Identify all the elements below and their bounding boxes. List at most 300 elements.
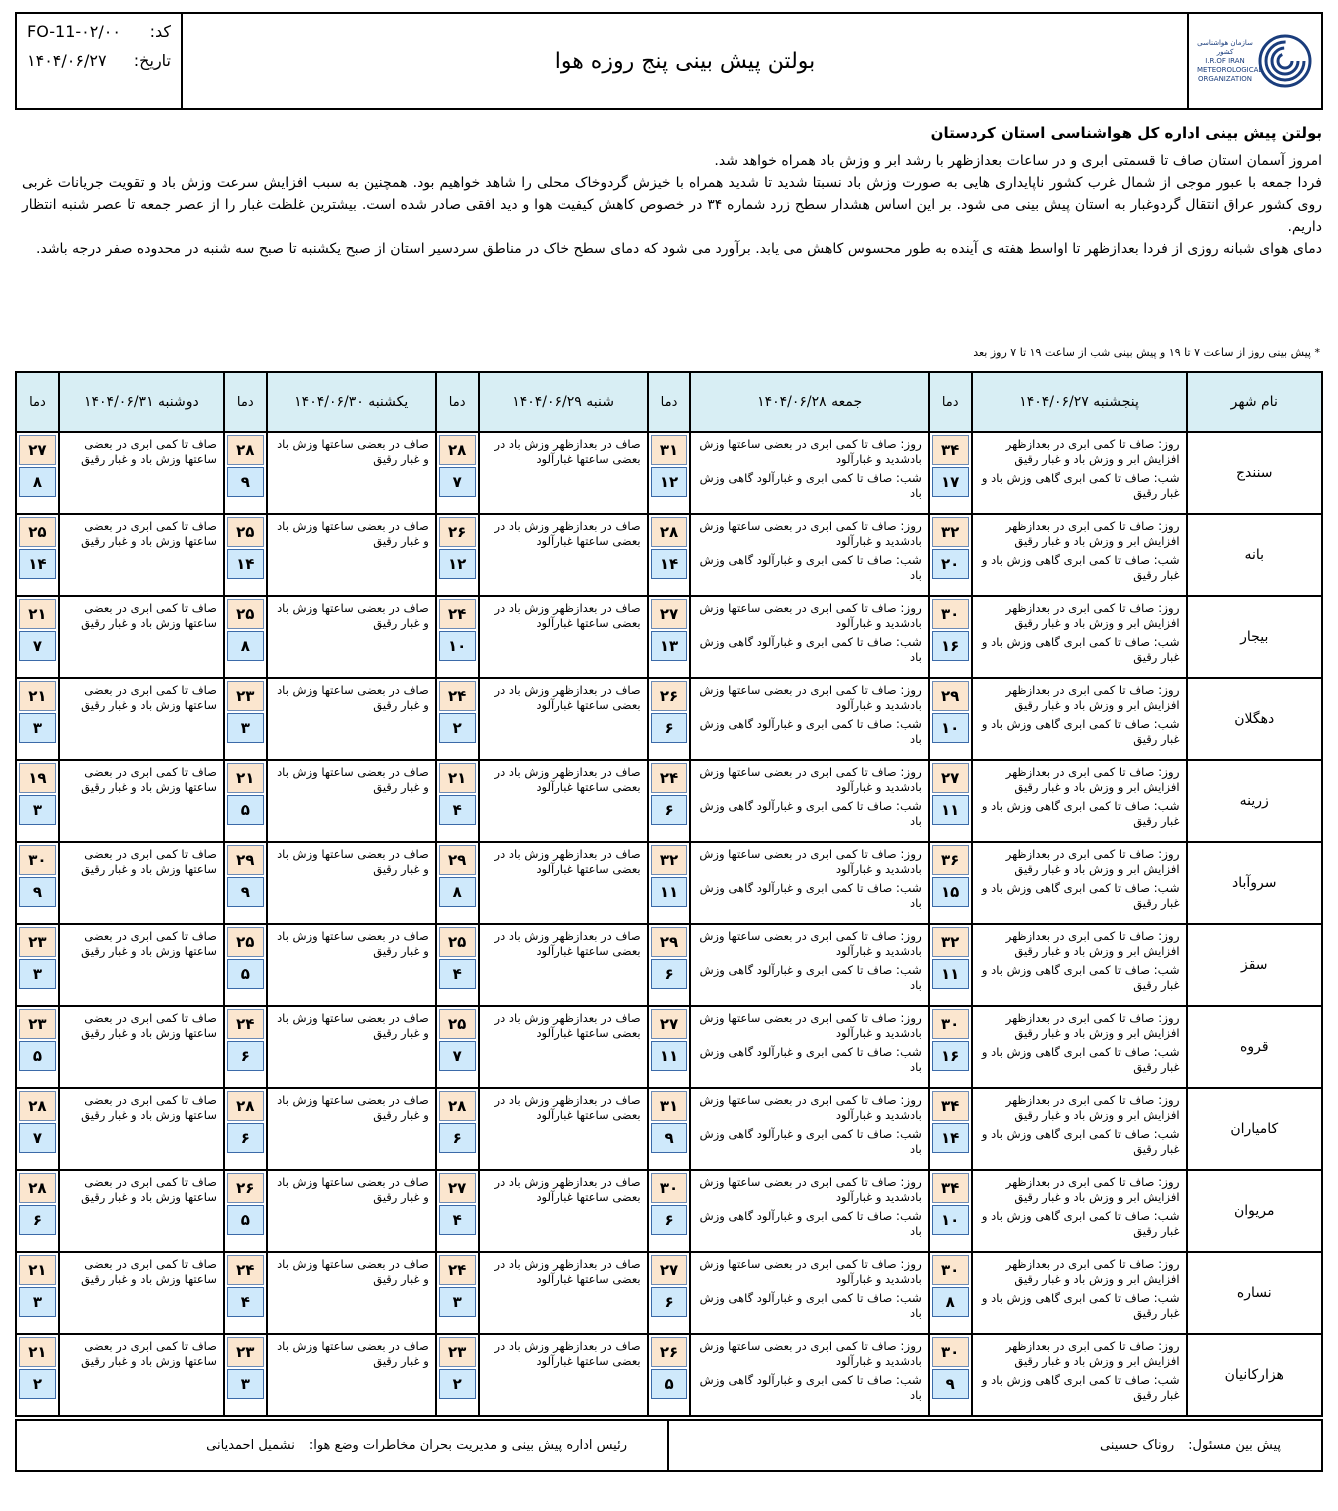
night-label: شب: (895, 1045, 922, 1059)
temp-cell (224, 678, 267, 760)
max-temp: ۲۶ (651, 1337, 688, 1367)
min-temp: ۱۱ (932, 795, 969, 825)
day-forecast-text: صاف تا کمی ابری در بعدازظهر افزایش ابر و وزش باد و غبار رقیق (1005, 1011, 1180, 1040)
table-row (16, 1334, 1322, 1416)
day-header-2: جمعه ۱۴۰۴/۰۶/۲۸ (690, 372, 928, 432)
max-temp: ۲۱ (19, 1255, 56, 1285)
min-temp: ۵ (227, 1205, 264, 1235)
city-name: سروآباد (1187, 842, 1322, 924)
day-label: روز: (1158, 1093, 1180, 1107)
night-forecast-text: صاف تا کمی ابری و غبارآلود گاهی وزش باد (699, 471, 922, 500)
forecast-cell (690, 432, 928, 514)
temp-cell (224, 514, 267, 596)
temp-cell (648, 1006, 691, 1088)
min-temp: ۹ (227, 467, 264, 497)
intro-heading: بولتن پیش بینی اداره کل هواشناسی استان کردستان (930, 124, 1322, 142)
day-forecast (979, 683, 1180, 713)
max-temp: ۲۱ (19, 1337, 56, 1367)
max-temp: ۱۹ (19, 763, 56, 793)
temp-cell (436, 1006, 479, 1088)
day-label: روز: (1158, 765, 1180, 779)
min-temp: ۵ (19, 1041, 56, 1071)
forecast-description (691, 1089, 927, 1165)
day-forecast-text: صاف تا کمی ابری در بعدازظهر افزایش ابر و وزش باد و غبار رقیق (1005, 765, 1180, 794)
night-forecast-text: صاف تا کمی ابری و غبارآلود گاهی وزش باد (699, 635, 922, 664)
day-label: روز: (900, 1175, 922, 1189)
code-label: کد: (149, 22, 171, 41)
min-temp: ۳ (19, 1287, 56, 1317)
day-forecast (697, 1093, 921, 1123)
forecast-description (691, 515, 927, 591)
max-temp: ۳۶ (932, 845, 969, 875)
night-forecast-text: صاف تا کمی ابری و غبارآلود گاهی وزش باد (699, 1045, 922, 1074)
table-row (16, 924, 1322, 1006)
max-temp: ۲۵ (227, 927, 264, 957)
temp-cell (16, 1334, 59, 1416)
forecast-description: صاف در بعضی ساعتها وزش باد و غبار رقیق (277, 929, 429, 958)
max-temp: ۲۷ (651, 1255, 688, 1285)
temp-cell (224, 1088, 267, 1170)
temp-header-3: دما (436, 372, 479, 432)
forecast-cell (267, 1088, 436, 1170)
night-forecast-text: صاف تا کمی ابری و غبارآلود گاهی وزش باد (699, 1209, 922, 1238)
night-forecast (979, 717, 1180, 747)
table-row (16, 1088, 1322, 1170)
city-header: نام شهر (1187, 372, 1322, 432)
forecast-description (691, 433, 927, 509)
min-temp: ۵ (227, 959, 264, 989)
forecast-description: صاف در بعضی ساعتها وزش باد و غبار رقیق (277, 519, 429, 548)
max-temp: ۲۸ (439, 435, 476, 465)
max-temp: ۲۴ (439, 599, 476, 629)
code-value: FO-11-۰۲/۰۰ (27, 22, 121, 41)
day-forecast (979, 847, 1180, 877)
temp-cell (648, 514, 691, 596)
night-forecast-text: صاف تا کمی ابری و غبارآلود گاهی وزش باد (699, 553, 922, 582)
max-temp: ۲۸ (227, 1091, 264, 1121)
min-temp: ۴ (439, 959, 476, 989)
night-label: شب: (895, 717, 922, 731)
logo-line4: ORGANIZATION (1197, 74, 1252, 83)
forecast-cell (267, 1334, 436, 1416)
min-temp: ۶ (19, 1205, 56, 1235)
night-forecast-text: صاف تا کمی ابری و غبارآلود گاهی وزش باد (699, 717, 922, 746)
code-date-box (17, 14, 183, 108)
day-header-5: دوشنبه ۱۴۰۴/۰۶/۳۱ (59, 372, 224, 432)
day-forecast-text: صاف تا کمی ابری در بعدازظهر افزایش ابر و وزش باد و غبار رقیق (1005, 1339, 1180, 1368)
forecast-cell (267, 678, 436, 760)
night-label: شب: (1153, 1291, 1180, 1305)
temp-cell (224, 1006, 267, 1088)
max-temp: ۲۴ (651, 763, 688, 793)
table-row (16, 1006, 1322, 1088)
forecast-cell (479, 760, 648, 842)
min-temp: ۸ (19, 467, 56, 497)
max-temp: ۲۵ (439, 1009, 476, 1039)
city-name: نساره (1187, 1252, 1322, 1334)
min-temp: ۴ (439, 1205, 476, 1235)
night-forecast-text: صاف تا کمی ابری و غبارآلود گاهی وزش باد (699, 799, 922, 828)
night-label: شب: (1153, 1373, 1180, 1387)
temp-cell (648, 760, 691, 842)
day-forecast (979, 929, 1180, 959)
min-temp: ۱۶ (932, 1041, 969, 1071)
day-forecast-text: صاف تا کمی ابری در بعضی ساعتها وزش بادشدید و غبارآلود (699, 1093, 922, 1122)
forecast-description (691, 1335, 927, 1411)
forecast-description: صاف تا کمی ابری در بعضی ساعتها وزش باد و غبار رقیق (81, 1257, 217, 1286)
forecast-table (15, 371, 1323, 1417)
max-temp: ۲۷ (439, 1173, 476, 1203)
day-forecast (697, 519, 921, 549)
night-forecast (979, 1127, 1180, 1157)
max-temp: ۲۸ (227, 435, 264, 465)
night-label: شب: (1153, 1045, 1180, 1059)
min-temp: ۱۳ (651, 631, 688, 661)
min-temp: ۱۱ (651, 1041, 688, 1071)
temp-cell (16, 678, 59, 760)
forecast-cell (690, 760, 928, 842)
night-forecast (979, 471, 1180, 501)
forecast-description (691, 843, 927, 919)
forecast-cell (479, 596, 648, 678)
forecast-description (691, 761, 927, 837)
forecast-description (973, 843, 1186, 919)
night-forecast (979, 963, 1180, 993)
temp-cell (929, 760, 972, 842)
night-forecast (979, 1045, 1180, 1075)
night-label: شب: (1153, 1127, 1180, 1141)
forecast-cell (59, 514, 224, 596)
temp-cell (648, 596, 691, 678)
forecast-cell (59, 924, 224, 1006)
table-row (16, 514, 1322, 596)
max-temp: ۲۵ (19, 517, 56, 547)
temp-cell (436, 596, 479, 678)
temp-cell (929, 596, 972, 678)
day-forecast-text: صاف تا کمی ابری در بعضی ساعتها وزش بادشدید و غبارآلود (699, 1257, 922, 1286)
forecast-description: صاف در بعدازظهر وزش باد در بعضی ساعتها غبارآلود (494, 847, 641, 876)
temp-header-1: دما (929, 372, 972, 432)
forecast-cell (690, 1170, 928, 1252)
temp-cell (224, 1334, 267, 1416)
temp-cell (224, 760, 267, 842)
night-forecast (979, 1291, 1180, 1321)
night-forecast-text: صاف تا کمی ابری گاهی وزش باد و غبار رقیق (981, 553, 1180, 582)
day-forecast-text: صاف تا کمی ابری در بعدازظهر افزایش ابر و وزش باد و غبار رقیق (1005, 1093, 1180, 1122)
forecast-description (973, 1171, 1186, 1247)
forecast-cell (267, 1252, 436, 1334)
max-temp: ۲۶ (439, 517, 476, 547)
min-temp: ۱۴ (651, 549, 688, 579)
city-name: کامیاران (1187, 1088, 1322, 1170)
logo-text (1197, 38, 1263, 84)
forecast-cell (690, 1006, 928, 1088)
night-label: شب: (1153, 1209, 1180, 1223)
night-forecast-text: صاف تا کمی ابری و غبارآلود گاهی وزش باد (699, 1127, 922, 1156)
day-forecast (697, 765, 921, 795)
max-temp: ۲۹ (439, 845, 476, 875)
forecast-description: صاف در بعدازظهر وزش باد در بعضی ساعتها غبارآلود (494, 437, 641, 466)
temp-cell (648, 678, 691, 760)
day-label: روز: (1158, 519, 1180, 533)
temp-cell (929, 1006, 972, 1088)
forecast-time-note: * پیش بینی روز از ساعت ۷ تا ۱۹ و پیش بینی شب از ساعت ۱۹ تا ۷ روز بعد (973, 346, 1320, 359)
table-row (16, 842, 1322, 924)
forecast-cell (59, 760, 224, 842)
day-label: روز: (900, 437, 922, 451)
day-forecast (697, 601, 921, 631)
night-forecast-text: صاف تا کمی ابری و غبارآلود گاهی وزش باد (699, 963, 922, 992)
forecast-description: صاف تا کمی ابری در بعضی ساعتها وزش باد و غبار رقیق (81, 437, 217, 466)
max-temp: ۲۳ (227, 1337, 264, 1367)
min-temp: ۱۱ (932, 959, 969, 989)
temp-cell (648, 1088, 691, 1170)
temp-cell (16, 760, 59, 842)
temp-cell (648, 1252, 691, 1334)
forecast-description: صاف در بعدازظهر وزش باد در بعضی ساعتها غبارآلود (494, 765, 641, 794)
forecaster-box (669, 1421, 1321, 1470)
max-temp: ۳۲ (932, 517, 969, 547)
forecast-description: صاف تا کمی ابری در بعضی ساعتها وزش باد و غبار رقیق (81, 683, 217, 712)
night-forecast-text: صاف تا کمی ابری گاهی وزش باد و غبار رقیق (981, 1127, 1180, 1156)
min-temp: ۶ (227, 1041, 264, 1071)
forecast-cell (690, 514, 928, 596)
max-temp: ۲۵ (227, 517, 264, 547)
temp-cell (16, 1006, 59, 1088)
temp-cell (929, 432, 972, 514)
day-label: روز: (900, 1339, 922, 1353)
night-label: شب: (1153, 799, 1180, 813)
night-label: شب: (895, 471, 922, 485)
forecast-description (973, 1007, 1186, 1083)
night-forecast-text: صاف تا کمی ابری و غبارآلود گاهی وزش باد (699, 1291, 922, 1320)
night-forecast (697, 1291, 921, 1321)
day-label: روز: (1158, 1011, 1180, 1025)
temp-cell (436, 1334, 479, 1416)
min-temp: ۵ (227, 795, 264, 825)
forecast-description: صاف در بعضی ساعتها وزش باد و غبار رقیق (277, 765, 429, 794)
min-temp: ۱۷ (932, 467, 969, 497)
min-temp: ۱۴ (227, 549, 264, 579)
day-forecast-text: صاف تا کمی ابری در بعضی ساعتها وزش بادشدید و غبارآلود (699, 683, 922, 712)
min-temp: ۶ (651, 795, 688, 825)
night-label: شب: (1153, 471, 1180, 485)
min-temp: ۸ (439, 877, 476, 907)
day-label: روز: (900, 519, 922, 533)
forecast-cell (59, 596, 224, 678)
max-temp: ۳۴ (932, 435, 969, 465)
night-forecast-text: صاف تا کمی ابری گاهی وزش باد و غبار رقیق (981, 881, 1180, 910)
forecast-description (973, 925, 1186, 1001)
temp-cell (648, 842, 691, 924)
temp-cell (224, 1170, 267, 1252)
temp-cell (929, 1088, 972, 1170)
temp-cell (16, 924, 59, 1006)
forecast-cell (59, 1170, 224, 1252)
date-label: تاریخ: (133, 51, 171, 70)
min-temp: ۳ (19, 713, 56, 743)
night-label: شب: (1153, 635, 1180, 649)
max-temp: ۳۰ (651, 1173, 688, 1203)
max-temp: ۲۹ (227, 845, 264, 875)
min-temp: ۲ (439, 713, 476, 743)
min-temp: ۹ (651, 1123, 688, 1153)
table-row (16, 1252, 1322, 1334)
day-forecast-text: صاف تا کمی ابری در بعدازظهر افزایش ابر و وزش باد و غبار رقیق (1005, 601, 1180, 630)
min-temp: ۱۴ (19, 549, 56, 579)
forecast-description: صاف در بعضی ساعتها وزش باد و غبار رقیق (277, 1175, 429, 1204)
day-forecast-text: صاف تا کمی ابری در بعدازظهر افزایش ابر و وزش باد و غبار رقیق (1005, 1257, 1180, 1286)
max-temp: ۲۳ (227, 681, 264, 711)
forecast-description (691, 1007, 927, 1083)
temp-cell (16, 1170, 59, 1252)
forecast-cell (479, 1088, 648, 1170)
min-temp: ۲۰ (932, 549, 969, 579)
forecast-cell (690, 678, 928, 760)
forecast-cell (267, 596, 436, 678)
table-header-row (16, 372, 1322, 432)
min-temp: ۳ (227, 713, 264, 743)
temp-cell (648, 432, 691, 514)
min-temp: ۶ (651, 1287, 688, 1317)
day-forecast (979, 765, 1180, 795)
max-temp: ۳۰ (932, 599, 969, 629)
forecast-cell (59, 432, 224, 514)
night-forecast-text: صاف تا کمی ابری و غبارآلود گاهی وزش باد (699, 881, 922, 910)
night-forecast (697, 1209, 921, 1239)
city-name: بانه (1187, 514, 1322, 596)
day-forecast-text: صاف تا کمی ابری در بعضی ساعتها وزش بادشدید و غبارآلود (699, 519, 922, 548)
forecast-cell (972, 1334, 1187, 1416)
max-temp: ۳۰ (932, 1255, 969, 1285)
temp-header-2: دما (648, 372, 691, 432)
night-forecast (697, 799, 921, 829)
intro-paragraph-1: امروز آسمان استان صاف تا قسمتی ابری و در ساعات بعدازظهر با رشد ابر و وزش باد همراه خواهد شد. (714, 153, 1322, 169)
forecast-cell (690, 596, 928, 678)
night-forecast (697, 963, 921, 993)
temp-cell (16, 1088, 59, 1170)
temp-cell (436, 1170, 479, 1252)
forecast-description: صاف تا کمی ابری در بعضی ساعتها وزش باد و غبار رقیق (81, 1011, 217, 1040)
forecast-description: صاف در بعضی ساعتها وزش باد و غبار رقیق (277, 1011, 429, 1040)
max-temp: ۳۲ (651, 845, 688, 875)
forecast-cell (690, 842, 928, 924)
min-temp: ۶ (651, 959, 688, 989)
min-temp: ۹ (227, 877, 264, 907)
forecaster-name: روناک حسینی (1099, 1438, 1175, 1453)
forecast-cell (972, 678, 1187, 760)
min-temp: ۶ (227, 1123, 264, 1153)
temp-cell (436, 678, 479, 760)
forecast-description (973, 1089, 1186, 1165)
min-temp: ۵ (651, 1369, 688, 1399)
day-forecast (979, 601, 1180, 631)
logo-line2: I.R.OF IRAN (1205, 56, 1245, 65)
forecast-cell (267, 842, 436, 924)
day-forecast (697, 1011, 921, 1041)
city-name: هزارکانیان (1187, 1334, 1322, 1416)
min-temp: ۱۰ (932, 1205, 969, 1235)
day-label: روز: (1158, 437, 1180, 451)
day-forecast-text: صاف تا کمی ابری در بعضی ساعتها وزش بادشدید و غبارآلود (699, 601, 922, 630)
day-label: روز: (900, 1011, 922, 1025)
night-forecast (697, 881, 921, 911)
logo-line3: METEOROLOGICAL (1197, 65, 1263, 74)
meteorological-organization-logo (1197, 33, 1313, 89)
forecast-description: صاف در بعدازظهر وزش باد در بعضی ساعتها غبارآلود (494, 683, 641, 712)
temp-cell (929, 924, 972, 1006)
signature-footer (15, 1419, 1323, 1472)
temp-cell (929, 842, 972, 924)
forecast-description: صاف در بعدازظهر وزش باد در بعضی ساعتها غبارآلود (494, 519, 641, 548)
night-forecast-text: صاف تا کمی ابری گاهی وزش باد و غبار رقیق (981, 717, 1180, 746)
day-label: روز: (900, 683, 922, 697)
max-temp: ۲۷ (19, 435, 56, 465)
day-forecast (979, 1257, 1180, 1287)
forecast-cell (479, 432, 648, 514)
forecast-description: صاف تا کمی ابری در بعضی ساعتها وزش باد و غبار رقیق (81, 519, 217, 548)
day-forecast (697, 847, 921, 877)
night-label: شب: (895, 1291, 922, 1305)
forecast-description: صاف در بعضی ساعتها وزش باد و غبار رقیق (277, 1257, 429, 1286)
night-label: شب: (895, 1209, 922, 1223)
forecast-cell (59, 1334, 224, 1416)
table-row (16, 596, 1322, 678)
day-forecast (697, 683, 921, 713)
forecast-cell (690, 1252, 928, 1334)
min-temp: ۶ (651, 1205, 688, 1235)
max-temp: ۲۳ (439, 1337, 476, 1367)
night-forecast (979, 553, 1180, 583)
night-label: شب: (895, 1373, 922, 1387)
day-forecast-text: صاف تا کمی ابری در بعضی ساعتها وزش بادشدید و غبارآلود (699, 765, 922, 794)
max-temp: ۳۰ (932, 1337, 969, 1367)
day-forecast-text: صاف تا کمی ابری در بعدازظهر افزایش ابر و وزش باد و غبار رقیق (1005, 847, 1180, 876)
forecast-cell (59, 1088, 224, 1170)
day-label: روز: (1158, 683, 1180, 697)
day-label: روز: (900, 765, 922, 779)
forecast-description (973, 433, 1186, 509)
min-temp: ۱۶ (932, 631, 969, 661)
min-temp: ۸ (932, 1287, 969, 1317)
night-label: شب: (1153, 963, 1180, 977)
forecast-description (691, 679, 927, 755)
night-label: شب: (1153, 881, 1180, 895)
forecast-description: صاف در بعدازظهر وزش باد در بعضی ساعتها غبارآلود (494, 1339, 641, 1368)
temp-cell (224, 1252, 267, 1334)
max-temp: ۲۳ (19, 1009, 56, 1039)
forecast-table-body (16, 432, 1322, 1416)
head-label: رئیس اداره پیش بینی و مدیریت بحران مخاطرات وضع هوا: (308, 1438, 627, 1453)
day-label: روز: (1158, 1257, 1180, 1271)
logo-box (1187, 14, 1321, 108)
night-forecast (979, 799, 1180, 829)
min-temp: ۴ (439, 795, 476, 825)
max-temp: ۳۰ (19, 845, 56, 875)
night-label: شب: (895, 799, 922, 813)
forecast-cell (479, 924, 648, 1006)
max-temp: ۲۱ (19, 599, 56, 629)
temp-header-5: دما (16, 372, 59, 432)
forecast-cell (267, 760, 436, 842)
min-temp: ۳ (227, 1369, 264, 1399)
night-label: شب: (895, 553, 922, 567)
day-forecast-text: صاف تا کمی ابری در بعدازظهر افزایش ابر و وزش باد و غبار رقیق (1005, 683, 1180, 712)
city-name: دهگلان (1187, 678, 1322, 760)
city-name: سقز (1187, 924, 1322, 1006)
night-label: شب: (895, 635, 922, 649)
forecast-cell (267, 1006, 436, 1088)
